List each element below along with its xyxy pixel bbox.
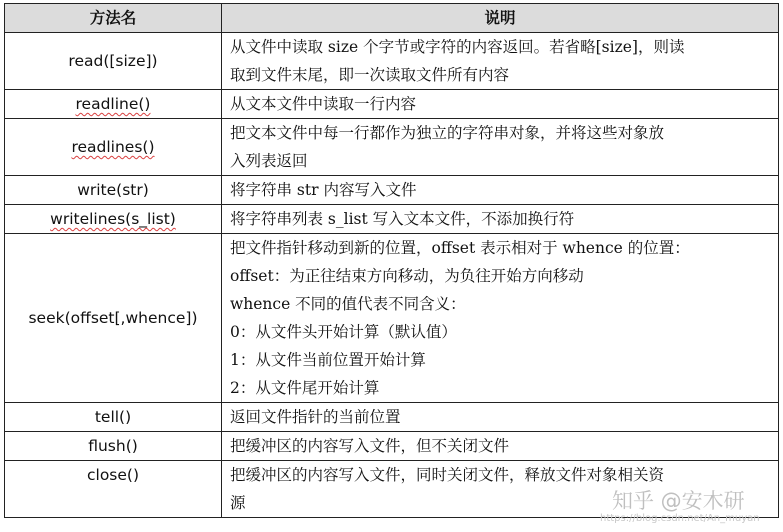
table-row: [5, 90, 779, 119]
description-line: 将字符串 str 内容写入文件: [230, 181, 417, 199]
table-body: [5, 33, 779, 518]
watermark-text: 知乎 @安木研: [612, 489, 745, 513]
description-line: 源: [230, 494, 246, 512]
description-cell: [222, 33, 779, 90]
description-line: 将字符串列表 s_list 写入文本文件，不添加换行符: [230, 210, 575, 228]
description-line: 从文件中读取 size 个字节或字符的内容返回。若省略[size]，则读: [230, 38, 685, 56]
method-cell: close(): [5, 461, 222, 518]
description-line: 把缓冲区的内容写入文件，但不关闭文件: [230, 437, 510, 455]
description-cell: [222, 176, 779, 205]
method-cell: seek(offset[,whence]): [5, 234, 222, 403]
description-line: 1：从文件当前位置开始计算: [230, 351, 426, 369]
description-line: 把文本文件中每一行都作为独立的字符串对象，并将这些对象放: [230, 124, 665, 142]
description-line: 0：从文件头开始计算（默认值）: [230, 323, 457, 341]
description-line: 2：从文件尾开始计算: [230, 379, 380, 397]
table-row: [5, 176, 779, 205]
method-cell: flush(): [5, 432, 222, 461]
method-cell: [5, 119, 222, 176]
description-line: 返回文件指针的当前位置: [230, 408, 401, 426]
description-line: 入列表返回: [230, 152, 308, 170]
description-cell: [222, 432, 779, 461]
method-cell: tell(): [5, 403, 222, 432]
table-row: [5, 403, 779, 432]
description-line: whence 不同的值代表不同含义：: [230, 295, 466, 313]
description-line: 从文本文件中读取一行内容: [230, 95, 417, 113]
description-line: 把文件指针移动到新的位置，offset 表示相对于 whence 的位置：: [230, 239, 690, 257]
methods-table: [4, 3, 779, 518]
table-row: [5, 33, 779, 90]
table-row: [5, 234, 779, 403]
header-method: 方法名: [5, 4, 222, 33]
table-row: [5, 119, 779, 176]
method-cell: [5, 90, 222, 119]
header-description: 说明: [222, 4, 779, 33]
table-row: [5, 432, 779, 461]
description-cell: [222, 90, 779, 119]
description-line: offset：为正往结束方向移动，为负往开始方向移动: [230, 267, 584, 285]
table-row: [5, 205, 779, 234]
watermark-url: https://blog.csdn.net/An_muyan: [600, 513, 760, 524]
method-cell: [5, 205, 222, 234]
method-name: writelines(s_list): [50, 210, 176, 228]
method-name: readline(): [75, 95, 151, 113]
method-name: readlines(): [71, 138, 155, 156]
description-line: 取到文件末尾，即一次读取文件所有内容: [230, 66, 510, 84]
description-cell: [222, 119, 779, 176]
description-cell: [222, 403, 779, 432]
description-cell: [222, 234, 779, 403]
description-line: 把缓冲区的内容写入文件，同时关闭文件，释放文件对象相关资: [230, 466, 665, 484]
header-row: [5, 4, 779, 33]
description-cell: [222, 205, 779, 234]
method-cell: write(str): [5, 176, 222, 205]
method-cell: read([size]): [5, 33, 222, 90]
